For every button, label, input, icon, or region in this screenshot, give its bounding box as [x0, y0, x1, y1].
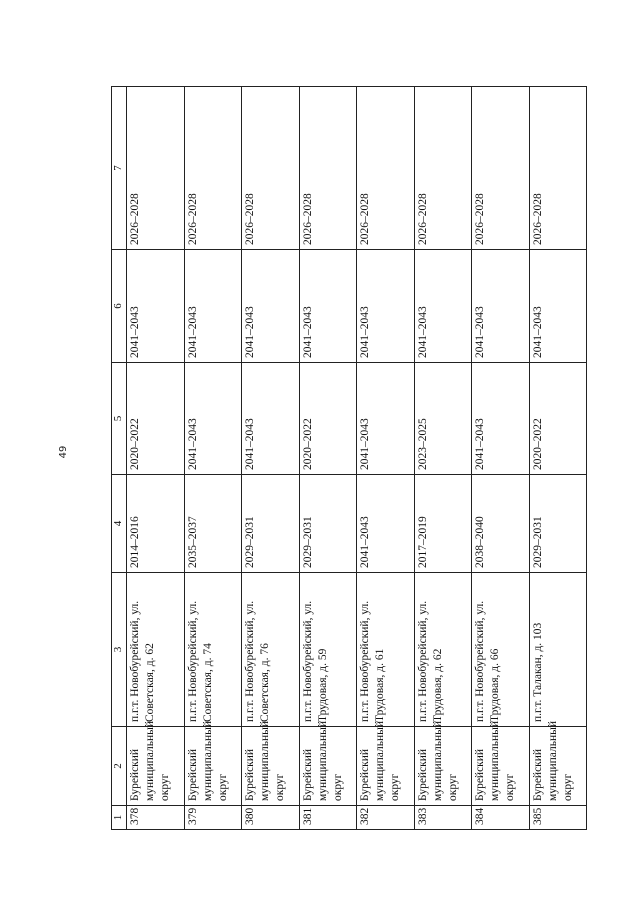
table-row: [127, 87, 185, 830]
district-cell: Бурейский муниципальный округ: [472, 727, 530, 806]
row-number: 382: [357, 806, 415, 830]
address-cell: п.г.т. Новобурейский, ул. Трудовая, д. 62: [414, 573, 472, 727]
header-cell: 1: [112, 806, 127, 830]
header-cell: 2: [112, 727, 127, 806]
header-cell: 5: [112, 363, 127, 475]
district-cell: Бурейский муниципальный округ: [299, 727, 357, 806]
period-col7: 2026–2028: [472, 87, 530, 250]
address-cell: п.г.т. Новобурейский, ул. Трудовая, д. 59: [299, 573, 357, 727]
period-col4: 2029–2031: [529, 475, 587, 573]
header-cell: 7: [112, 87, 127, 250]
table-row: [472, 87, 530, 830]
period-col5: 2020–2022: [127, 363, 185, 475]
period-col7: 2026–2028: [414, 87, 472, 250]
table-container: [111, 87, 587, 830]
period-col7: 2026–2028: [184, 87, 242, 250]
period-col5: 2020–2022: [299, 363, 357, 475]
period-col6: 2041–2043: [414, 250, 472, 363]
rotated-table-frame: [111, 87, 587, 830]
district-cell: Бурейский муниципальный округ: [529, 727, 587, 806]
period-col4: 2035–2037: [184, 475, 242, 573]
row-number: 381: [299, 806, 357, 830]
period-col4: 2014–2016: [127, 475, 185, 573]
schedule-table: [111, 86, 587, 830]
period-col7: 2026–2028: [127, 87, 185, 250]
table-row: [529, 87, 587, 830]
period-col5: 2041–2043: [472, 363, 530, 475]
period-col7: 2026–2028: [529, 87, 587, 250]
address-cell: п.г.т. Новобурейский, ул. Советская, д. 76: [242, 573, 300, 727]
row-number: 378: [127, 806, 185, 830]
header-cell: 3: [112, 573, 127, 727]
address-cell: п.г.т. Новобурейский, ул. Трудовая, д. 66: [472, 573, 530, 727]
period-col6: 2041–2043: [184, 250, 242, 363]
page-number: 49: [58, 445, 69, 459]
period-col5: 2041–2043: [242, 363, 300, 475]
district-cell: Бурейский муниципальный округ: [184, 727, 242, 806]
address-cell: п.г.т. Новобурейский, ул. Советская, д. 62: [127, 573, 185, 727]
period-col6: 2041–2043: [357, 250, 415, 363]
table-row: [299, 87, 357, 830]
period-col5: 2023–2025: [414, 363, 472, 475]
row-number: 383: [414, 806, 472, 830]
period-col7: 2026–2028: [242, 87, 300, 250]
table-row: [414, 87, 472, 830]
period-col6: 2041–2043: [127, 250, 185, 363]
row-number: 380: [242, 806, 300, 830]
period-col6: 2041–2043: [299, 250, 357, 363]
period-col6: 2041–2043: [242, 250, 300, 363]
address-cell: п.г.т. Новобурейский, ул. Трудовая, д. 61: [357, 573, 415, 727]
period-col4: 2029–2031: [242, 475, 300, 573]
row-number: 385: [529, 806, 587, 830]
period-col5: 2041–2043: [357, 363, 415, 475]
address-cell: п.г.т. Талакан, д. 103: [529, 573, 587, 727]
row-number: 384: [472, 806, 530, 830]
period-col4: 2041–2043: [357, 475, 415, 573]
period-col4: 2017–2019: [414, 475, 472, 573]
district-cell: Бурейский муниципальный округ: [414, 727, 472, 806]
period-col6: 2041–2043: [529, 250, 587, 363]
district-cell: Бурейский муниципальный округ: [357, 727, 415, 806]
row-number: 379: [184, 806, 242, 830]
table-row: [357, 87, 415, 830]
period-col5: 2041–2043: [184, 363, 242, 475]
header-cell: 6: [112, 250, 127, 363]
address-cell: п.г.т. Новобурейский, ул. Советская, д. 74: [184, 573, 242, 727]
period-col4: 2029–2031: [299, 475, 357, 573]
district-cell: Бурейский муниципальный округ: [127, 727, 185, 806]
district-cell: Бурейский муниципальный округ: [242, 727, 300, 806]
table-row: [242, 87, 300, 830]
period-col4: 2038–2040: [472, 475, 530, 573]
period-col5: 2020–2022: [529, 363, 587, 475]
period-col7: 2026–2028: [299, 87, 357, 250]
period-col6: 2041–2043: [472, 250, 530, 363]
header-cell: 4: [112, 475, 127, 573]
period-col7: 2026–2028: [357, 87, 415, 250]
table-row: [184, 87, 242, 830]
header-row: [112, 87, 127, 830]
